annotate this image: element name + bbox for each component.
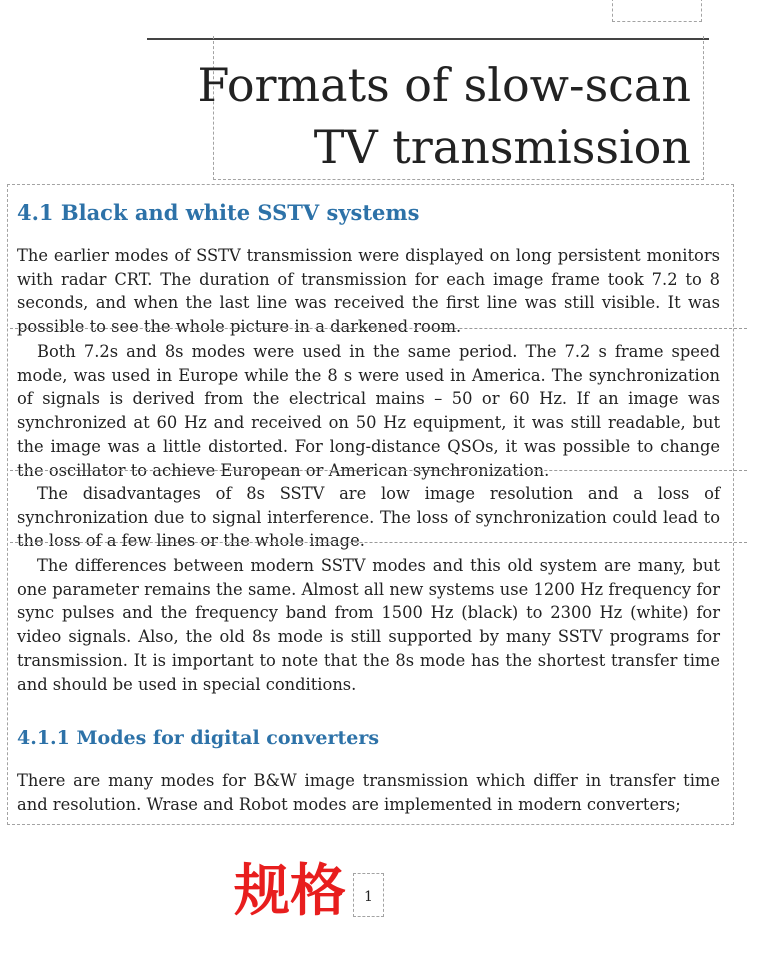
paragraph-divider bbox=[10, 470, 747, 471]
page-number: 1 bbox=[364, 889, 373, 905]
page-number-box bbox=[353, 873, 384, 917]
paragraph-1: The earlier modes of SSTV transmission were displayed on long persistent monitors with radar CRT. The duration of transmission for each image frame took 7.2 to 8 seconds, and when the last line was received the first line was still visible. It was possible to see the whole picture in a darkened room. bbox=[17, 246, 720, 337]
paragraph-3: The disadvantages of 8s SSTV are low image resolution and a loss of synchronization due to signal interference. The loss of synchronization could lead to the loss of a few lines or the whole image. bbox=[17, 484, 720, 551]
red-stamp-text: 规格 bbox=[234, 859, 346, 924]
header-frame-mark bbox=[612, 0, 702, 22]
chapter-title-line-2: TV transmission bbox=[313, 120, 691, 174]
chapter-title-box bbox=[197, 36, 704, 180]
paragraph-divider bbox=[10, 328, 747, 329]
subsection-heading: 4.1.1 Modes for digital converters bbox=[17, 727, 380, 749]
paragraph-divider bbox=[10, 542, 747, 543]
subsection-paragraph: There are many modes for B&W image transmission which differ in transfer time and resolution. Wrase and Robot modes are implemented in modern converters; bbox=[17, 771, 720, 814]
chapter-title bbox=[197, 54, 691, 178]
paragraph-2: Both 7.2s and 8s modes were used in the same period. The 7.2 s frame speed mode, was used in Europe while the 8 s were used in America. The synchronization of signals is derived from the electrical mains – 50 or 60 Hz. If an image was synchronized at 60 Hz and received on 50 Hz equipment, it was still readable, but the image was a little distorted. For long-distance QSOs, it was possible to change the oscillator to achieve European or American synchronization. bbox=[17, 342, 720, 480]
paragraph-4: The differences between modern SSTV modes and this old system are many, but one parameter remains the same. Almost all new systems use 1200 Hz frequency for sync pulses and the frequency band from 1500 Hz (black) to 2300 Hz (white) for video signals. Also, the old 8s mode is still supported by many SSTV programs for transmission. It is important to note that the 8s mode has the shortest transfer time and should be used in special conditions. bbox=[17, 556, 720, 694]
chapter-title-line-1: Formats of slow-scan bbox=[197, 58, 691, 112]
section-heading: 4.1 Black and white SSTV systems bbox=[17, 200, 420, 225]
